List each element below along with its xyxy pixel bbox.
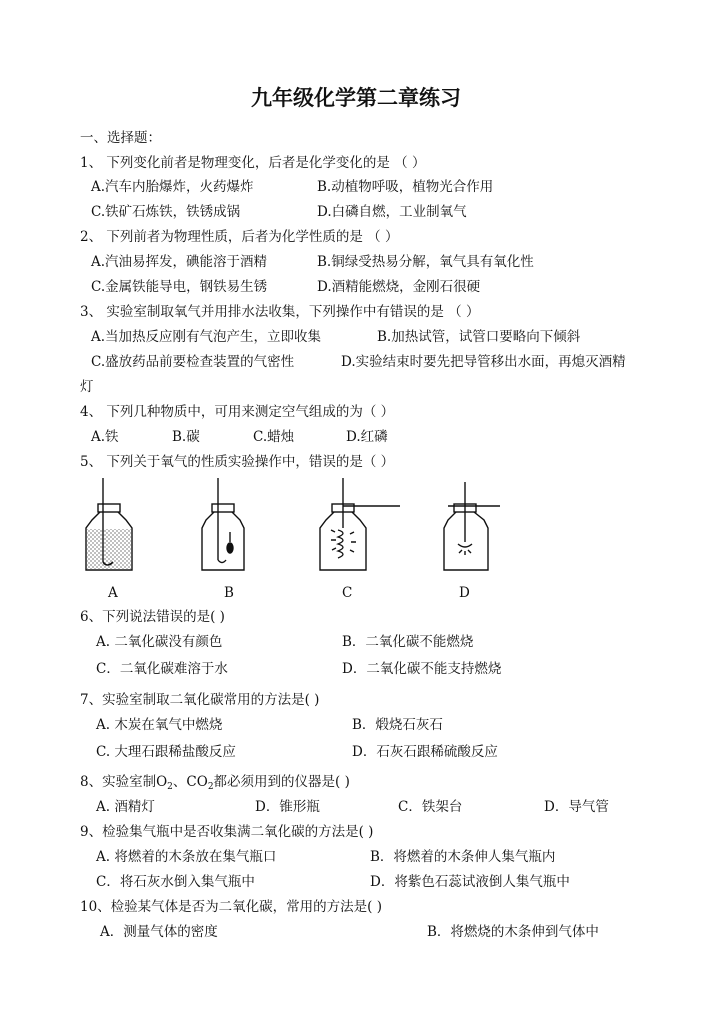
q2-option-a: A.汽油易挥发，碘能溶于酒精 [91, 254, 268, 270]
q1-option-d: D.白磷自燃，工业制氧气 [317, 204, 467, 220]
q2-option-d: D.酒精能燃烧，金刚石很硬 [317, 279, 481, 295]
q6-option-d: D．二氧化碳不能支持燃烧 [342, 661, 502, 677]
question-9: 9、检验集气瓶中是否收集满二氧化碳的方法是( ) [80, 824, 374, 840]
q8-option-a: A. 酒精灯 [96, 799, 155, 815]
q10-option-b: B．将燃烧的木条伸到气体中 [427, 924, 599, 940]
q2-option-b: B.铜绿受热易分解，氧气具有氧化性 [317, 254, 534, 270]
jar-label-a: A [108, 585, 118, 601]
page-title: 九年级化学第二章练习 [251, 86, 461, 110]
question-6: 6、下列说法错误的是( ) [80, 609, 225, 625]
q4-option-c: C.蜡烛 [253, 429, 295, 445]
jar-label-b: B [224, 585, 234, 601]
q8-option-c: C．铁架台 [398, 799, 463, 815]
q8-option-b: D．锥形瓶 [255, 799, 320, 815]
q4-option-b: B.碳 [172, 429, 200, 445]
question-10: 10、检验某气体是否为二氧化碳，常用的方法是( ) [80, 899, 383, 915]
q7-option-d: D．石灰石跟稀硫酸反应 [352, 744, 498, 760]
q1-option-c: C.铁矿石炼铁，铁锈成锅 [91, 204, 241, 220]
q7-option-c: C. 大理石跟稀盐酸反应 [96, 744, 236, 760]
q1-option-a: A.汽车内胎爆炸，火药爆炸 [91, 179, 254, 195]
q5-apparatus-figure [70, 472, 530, 602]
jar-a-illustration [86, 478, 132, 570]
jar-label-c: C [342, 585, 353, 601]
q7-option-a: A. 木炭在氧气中燃烧 [96, 717, 223, 733]
jar-d-illustration [444, 482, 500, 570]
q10-option-a: A．测量气体的密度 [100, 924, 218, 940]
question-8: 8、实验室制$O_2$、$CO_2$都必须用到的仪器是( ) [80, 774, 350, 792]
jar-label-d: D [459, 585, 470, 601]
q2-option-c: C.金属铁能导电，钢铁易生锈 [91, 279, 268, 295]
jar-b-illustration [202, 478, 244, 570]
q9-option-a: A. 将燃着的木条放在集气瓶口 [96, 849, 277, 865]
section-heading: 一、选择题： [80, 130, 161, 146]
jar-c-illustration [320, 478, 400, 570]
question-5: 5、 下列关于氧气的性质实验操作中，错误的是（ ） [80, 454, 395, 470]
q3-option-d: D.实验结束时要先把导管移出水面，再熄灭酒精 [341, 354, 626, 370]
question-3: 3、 实验室制取氧气并用排水法收集，下列操作中有错误的是 （ ） [80, 304, 480, 320]
q7-option-b: B．煅烧石灰石 [352, 717, 443, 733]
q3-option-c: C.盛放药品前要检查装置的气密性 [91, 354, 295, 370]
question-7: 7、实验室制取二氧化碳常用的方法是( ) [80, 692, 320, 708]
q8-option-d: D．导气管 [544, 799, 609, 815]
q4-option-d: D.红磷 [346, 429, 388, 445]
question-4: 4、 下列几种物质中，可用来测定空气组成的为（ ） [80, 404, 395, 420]
q9-option-d: D．将紫色石蕊试液倒人集气瓶中 [370, 874, 570, 890]
q4-option-a: A.铁 [91, 429, 119, 445]
q6-option-a: A. 二氧化碳没有颜色 [96, 634, 223, 650]
q6-option-b: B．二氧化碳不能燃烧 [342, 634, 474, 650]
q9-option-b: B．将燃着的木条伸人集气瓶内 [370, 849, 556, 865]
q9-option-c: C．将石灰水倒入集气瓶中 [96, 874, 255, 890]
q3-option-d-continued: 灯 [80, 379, 94, 395]
q1-option-b: B.动植物呼吸，植物光合作用 [317, 179, 494, 195]
question-2: 2、 下列前者为物理性质，后者为化学性质的是 （ ） [80, 229, 399, 245]
question-1: 1、 下列变化前者是物理变化，后者是化学变化的是 （ ） [80, 155, 426, 171]
q3-option-b: B.加热试管，试管口要略向下倾斜 [377, 329, 581, 345]
q6-option-c: C．二氧化碳难溶于水 [96, 661, 228, 677]
q3-option-a: A.当加热反应刚有气泡产生，立即收集 [91, 329, 322, 345]
